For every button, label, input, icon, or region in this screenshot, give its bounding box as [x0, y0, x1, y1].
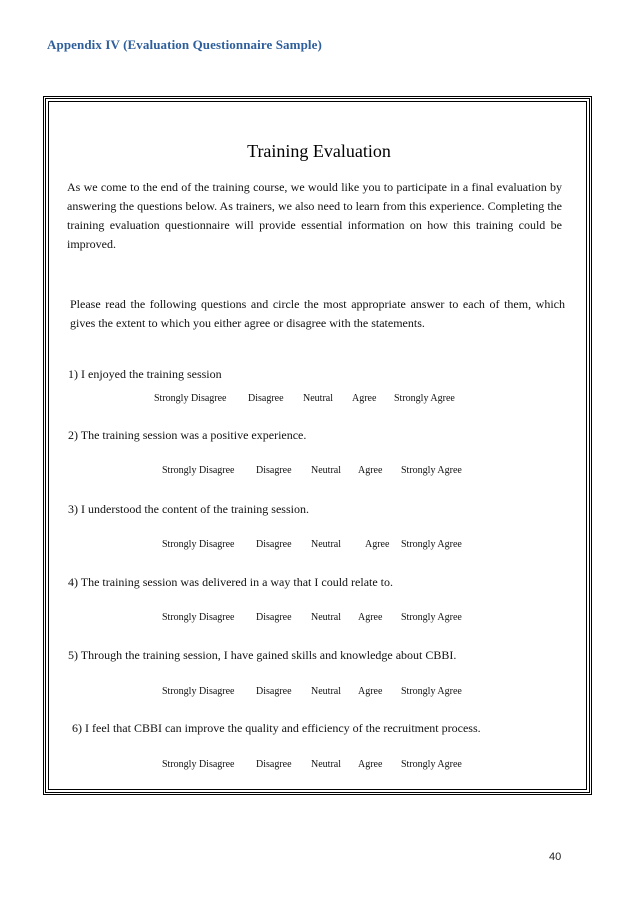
- option-strongly-agree-q4[interactable]: Strongly Agree: [401, 612, 462, 623]
- option-neutral-q2[interactable]: Neutral: [311, 465, 341, 476]
- option-disagree-q4[interactable]: Disagree: [256, 612, 292, 623]
- option-agree-q2[interactable]: Agree: [358, 465, 383, 476]
- option-disagree-q5[interactable]: Disagree: [256, 686, 292, 697]
- option-neutral-q4[interactable]: Neutral: [311, 612, 341, 623]
- question-3: 3) I understood the content of the training session.: [68, 502, 309, 516]
- option-strongly-disagree-q1[interactable]: Strongly Disagree: [154, 393, 227, 404]
- question-5: 5) Through the training session, I have gained skills and knowledge about CBBI.: [68, 648, 457, 662]
- question-1: 1) I enjoyed the training session: [68, 367, 222, 381]
- option-strongly-agree-q6[interactable]: Strongly Agree: [401, 759, 462, 770]
- option-agree-q6[interactable]: Agree: [358, 759, 383, 770]
- option-strongly-disagree-q4[interactable]: Strongly Disagree: [162, 612, 235, 623]
- option-agree-q5[interactable]: Agree: [358, 686, 383, 697]
- question-2: 2) The training session was a positive experience.: [68, 428, 307, 442]
- option-strongly-agree-q5[interactable]: Strongly Agree: [401, 686, 462, 697]
- option-disagree-q2[interactable]: Disagree: [256, 465, 292, 476]
- option-strongly-disagree-q3[interactable]: Strongly Disagree: [162, 539, 235, 550]
- option-neutral-q6[interactable]: Neutral: [311, 759, 341, 770]
- option-agree-q4[interactable]: Agree: [358, 612, 383, 623]
- option-agree-q3[interactable]: Agree: [365, 539, 390, 550]
- intro-paragraph: As we come to the end of the training course, we would like you to participate in a final evaluation by answering the questions below. As trainers, we also need to learn from this experience. Completing the training evaluation questionnaire will provide essential information on how this training could be improved.: [67, 180, 562, 251]
- option-neutral-q1[interactable]: Neutral: [303, 393, 333, 404]
- question-4: 4) The training session was delivered in a way that I could relate to.: [68, 575, 394, 589]
- option-neutral-q3[interactable]: Neutral: [311, 539, 341, 550]
- appendix-heading: Appendix IV (Evaluation Questionnaire Sample): [47, 37, 322, 52]
- option-disagree-q6[interactable]: Disagree: [256, 759, 292, 770]
- question-6: 6) I feel that CBBI can improve the quality and efficiency of the recruitment process.: [72, 721, 481, 735]
- option-strongly-disagree-q2[interactable]: Strongly Disagree: [162, 465, 235, 476]
- instructions-paragraph: Please read the following questions and circle the most appropriate answer to each of them, which gives the extent to which you either agree or disagree with the statements.: [70, 297, 565, 330]
- option-disagree-q3[interactable]: Disagree: [256, 539, 292, 550]
- page-number: 40: [549, 851, 562, 863]
- option-agree-q1[interactable]: Agree: [352, 393, 377, 404]
- option-strongly-agree-q2[interactable]: Strongly Agree: [401, 465, 462, 476]
- option-strongly-disagree-q6[interactable]: Strongly Disagree: [162, 759, 235, 770]
- option-strongly-disagree-q5[interactable]: Strongly Disagree: [162, 686, 235, 697]
- option-strongly-agree-q1[interactable]: Strongly Agree: [394, 393, 455, 404]
- form-title: Training Evaluation: [247, 141, 391, 161]
- option-strongly-agree-q3[interactable]: Strongly Agree: [401, 539, 462, 550]
- option-disagree-q1[interactable]: Disagree: [248, 393, 284, 404]
- option-neutral-q5[interactable]: Neutral: [311, 686, 341, 697]
